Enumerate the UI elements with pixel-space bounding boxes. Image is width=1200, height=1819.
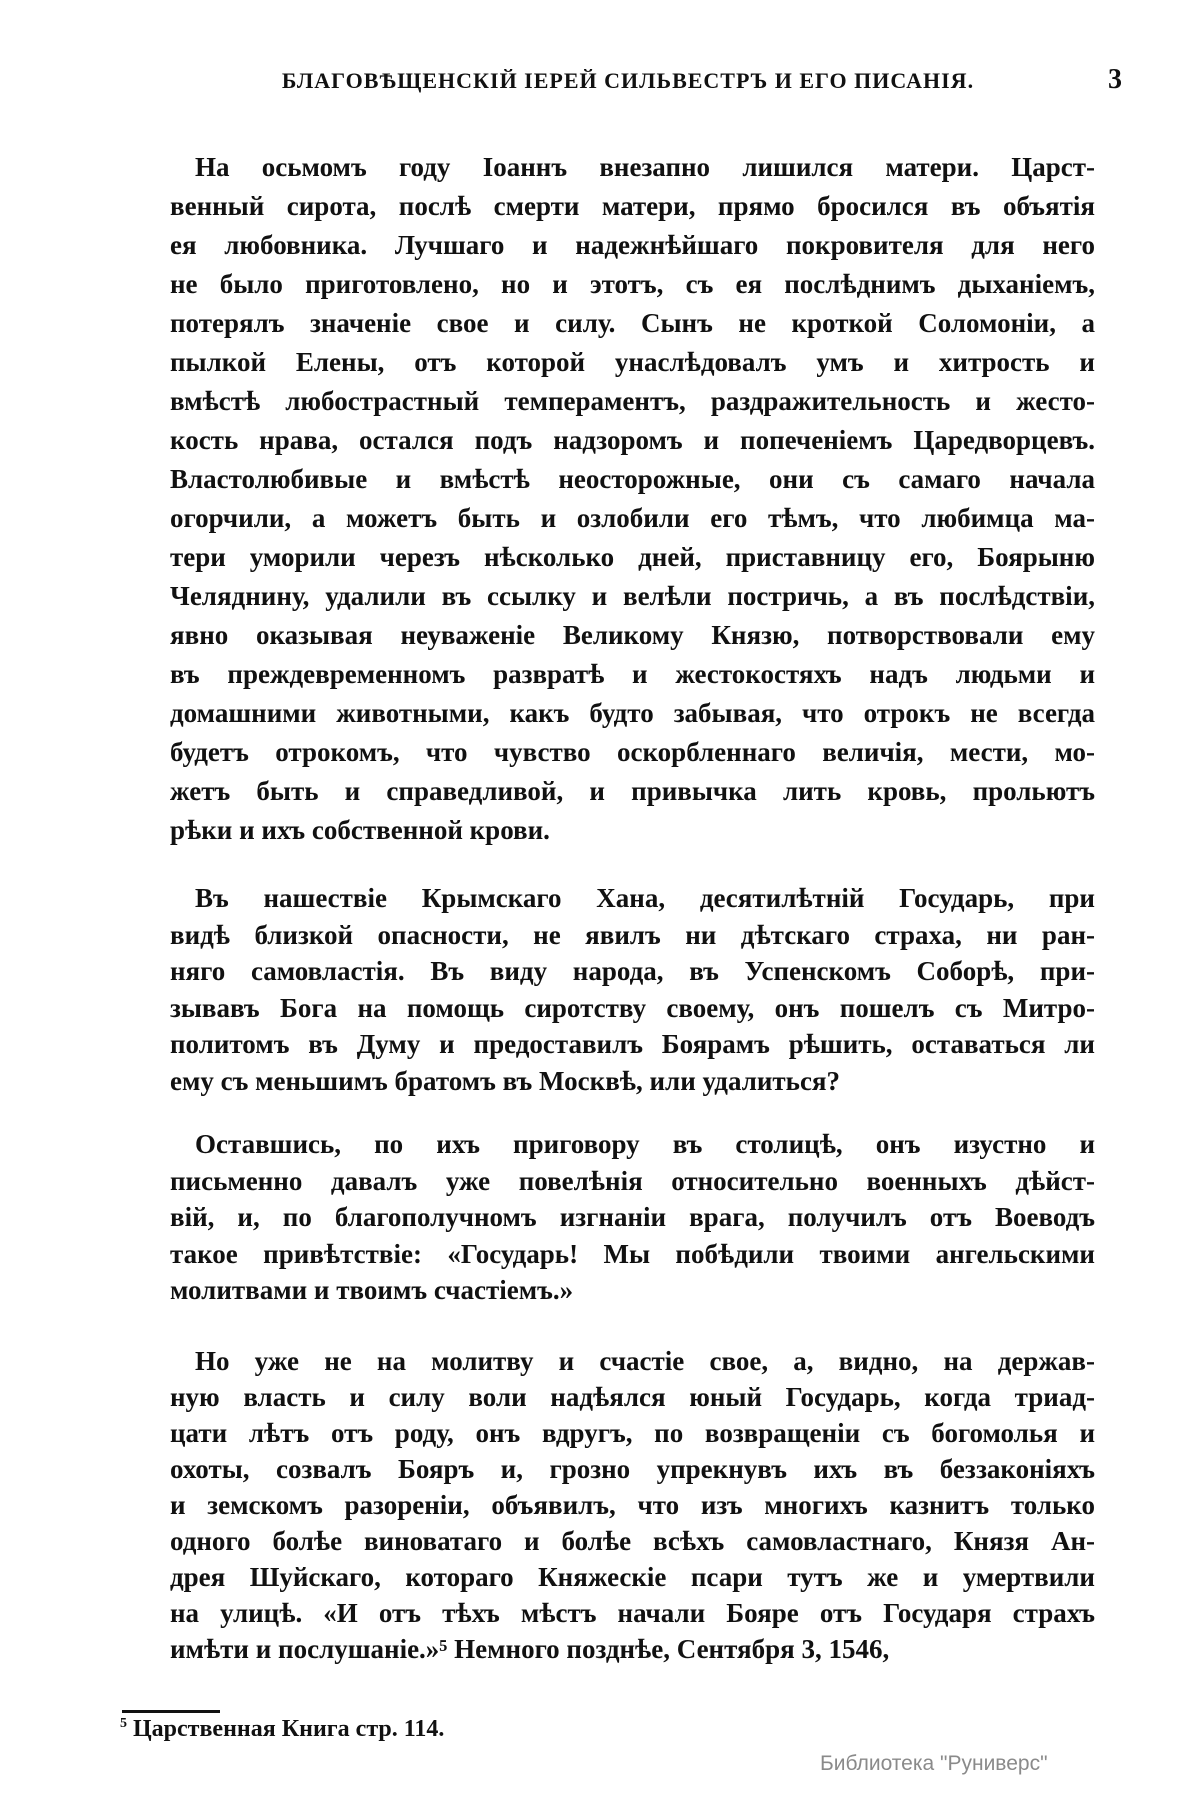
text-line: Но уже не на молитву и счастіе свое, а, видно, на держав- (195, 1346, 1095, 1376)
paragraph-1 (170, 148, 1095, 850)
text-line: Оставшись, по ихъ приговору въ столицѣ, онъ изустно и (195, 1129, 1095, 1159)
page-number: 3 (1108, 64, 1122, 95)
text-line: Челяднину, удалили въ ссылку и велѣли постричь, а въ послѣдствіи, (170, 581, 1095, 611)
text-line: ея любовника. Лучшаго и надежнѣйшаго покровителя для него (170, 230, 1095, 260)
text-line: венный сирота, послѣ смерти матери, прямо бросился въ объятія (170, 191, 1095, 221)
running-head: БЛАГОВѢЩЕНСКІЙ ІЕРЕЙ СИЛЬВЕСТРЪ И ЕГО ПИСАНІЯ. (281, 68, 975, 93)
text-line: политомъ въ Думу и предоставилъ Боярамъ рѣшить, оставаться ли (170, 1029, 1095, 1059)
text-line: одного болѣе виноватаго и болѣе всѣхъ самовластнаго, Князя Ан- (170, 1526, 1095, 1556)
text-line: рѣки и ихъ собственной крови. (170, 815, 550, 845)
text-line: въ преждевременномъ развратѣ и жестокостяхъ надъ людьми и (170, 659, 1095, 689)
text-line: вмѣстѣ любострастный темпераментъ, раздражительность и жесто- (170, 386, 1095, 416)
text-line: письменно давалъ уже повелѣнія относительно военныхъ дѣйст- (170, 1165, 1095, 1196)
text-line: явно оказывая неуваженіе Великому Князю, потворствовали ему (170, 620, 1095, 650)
text-line: дрея Шуйскаго, котораго Княжескіе псари тутъ же и умертвили (170, 1562, 1095, 1592)
text-line: на улицѣ. «И отъ тѣхъ мѣстъ начали Бояре отъ Государя страхъ (170, 1598, 1095, 1628)
footnote-marker: 5 (120, 1716, 127, 1731)
text-line: домашними животными, какъ будто забывая, что отрокъ не всегда (170, 698, 1095, 728)
text-line: вій, и, по благополучномъ изгнаніи врага, получилъ отъ Воеводъ (170, 1202, 1095, 1232)
text-line: ему съ меньшимъ братомъ въ Москвѣ, или удалиться? (170, 1065, 841, 1096)
text-line: будетъ отрокомъ, что чувство оскорбленнаго величія, мести, мо- (170, 737, 1095, 767)
text-line: На осьмомъ году Іоаннъ внезапно лишился матери. Царст- (195, 152, 1095, 182)
paragraph-2 (170, 880, 1095, 1099)
text-line: Властолюбивые и вмѣстѣ неосторожные, они съ самаго начала (170, 464, 1095, 494)
text-line: охоты, созвалъ Бояръ и, грозно упрекнувъ ихъ въ беззаконіяхъ (170, 1454, 1095, 1484)
text-line: ную власть и силу воли надѣялся юный Государь, когда триад- (170, 1382, 1095, 1412)
text-line: кость нрава, остался подъ надзоромъ и попеченіемъ Царедворцевъ. (170, 425, 1095, 455)
paragraph-4 (170, 1343, 1095, 1667)
text-line: зывавъ Бога на помощь сиротству своему, онъ пошелъ съ Митро- (170, 992, 1095, 1023)
text-line: имѣти и послушаніе.»⁵ Немного позднѣе, Сентября 3, 1546, (170, 1634, 890, 1664)
text-line: молитвами и твоимъ счастіемъ.» (170, 1275, 574, 1305)
footnote (120, 1716, 444, 1743)
footnote-divider (122, 1710, 220, 1713)
text-line: огорчили, а можетъ быть и озлобили его тѣмъ, что любимца ма- (170, 503, 1095, 533)
text-line: цати лѣтъ отъ роду, онъ вдругъ, по возвращеніи съ богомолья и (170, 1418, 1095, 1448)
footnote-text: Царственная Книга стр. 114. (133, 1716, 445, 1742)
text-line: пылкой Елены, отъ которой унаслѣдовалъ умъ и хитрость и (170, 347, 1095, 377)
text-line: Въ нашествіе Крымскаго Хана, десятилѣтній Государь, при (195, 883, 1095, 913)
library-watermark: Библиотека "Руниверс" (820, 1752, 1048, 1775)
text-line: не было приготовлено, но и этотъ, съ ея послѣднимъ дыханіемъ, (170, 269, 1095, 299)
text-line: и земскомъ разореніи, объявилъ, что изъ многихъ казнитъ только (170, 1490, 1095, 1520)
text-line: потерялъ значеніе свое и силу. Сынъ не кроткой Соломоніи, а (170, 308, 1095, 338)
text-line: тери уморили черезъ нѣсколько дней, приставницу его, Боярыню (170, 542, 1095, 572)
text-line: жетъ быть и справедливой, и привычка лить кровь, прольютъ (170, 776, 1095, 806)
paragraph-3 (170, 1126, 1095, 1309)
text-line: такое привѣтствіе: «Государь! Мы побѣдили твоими ангельскими (170, 1238, 1095, 1269)
text-line: няго самовластія. Въ виду народа, въ Успенскомъ Соборѣ, при- (170, 956, 1095, 986)
text-line: видѣ близкой опасности, не явилъ ни дѣтскаго страха, ни ран- (170, 919, 1095, 950)
